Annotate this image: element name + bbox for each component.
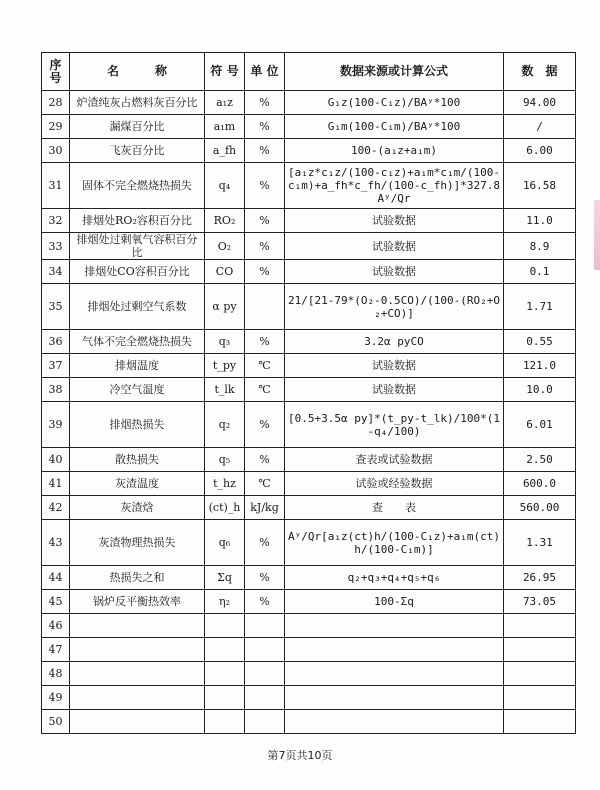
row-symbol: a₁z [205,91,245,115]
row-number: 38 [42,378,70,402]
row-source: G₁z(100-C₁z)/BAʸ*100 [285,91,504,115]
row-number: 32 [42,209,70,233]
row-source: 查 表 [285,496,504,520]
row-value: 94.00 [504,91,576,115]
row-unit [245,614,285,638]
table-row [42,662,576,686]
row-unit [245,710,285,734]
row-value: 11.0 [504,209,576,233]
row-unit: % [245,91,285,115]
row-unit: % [245,233,285,260]
table-row [42,520,576,566]
table-row [42,378,576,402]
row-symbol [205,710,245,734]
row-unit: ℃ [245,354,285,378]
row-source [285,638,504,662]
row-value: 10.0 [504,378,576,402]
row-name: 灰渣温度 [70,472,205,496]
row-name [70,710,205,734]
row-symbol: α py [205,284,245,330]
row-source: [a₁z*c₁z/(100-c₁z)+a₁m*c₁m/(100-c₁m)+a_fh*c_fh/(100-c_fh)]*327.8Aʸ/Qr [285,163,504,209]
row-symbol: Σq [205,566,245,590]
row-number: 48 [42,662,70,686]
row-unit: % [245,330,285,354]
row-source: 查表或试验数据 [285,448,504,472]
row-unit: % [245,139,285,163]
row-name [70,614,205,638]
table-row [42,233,576,260]
table-row [42,472,576,496]
row-name: 排烟热损失 [70,402,205,448]
table-row [42,590,576,614]
row-source: 试验数据 [285,209,504,233]
row-name: 排烟处RO₂容积百分比 [70,209,205,233]
row-unit [245,662,285,686]
row-name [70,662,205,686]
row-value [504,710,576,734]
header-value: 数 据 [504,53,576,91]
row-name: 锅炉反平衡热效率 [70,590,205,614]
row-number: 50 [42,710,70,734]
table-row [42,284,576,330]
row-source: [0.5+3.5α py]*(t_py-t_lk)/100*(1-q₄/100) [285,402,504,448]
row-number: 49 [42,686,70,710]
row-symbol: CO [205,260,245,284]
row-name: 漏煤百分比 [70,115,205,139]
row-unit: % [245,566,285,590]
row-symbol: q₆ [205,520,245,566]
row-value [504,686,576,710]
row-symbol: q₃ [205,330,245,354]
table-row [42,614,576,638]
table-row [42,496,576,520]
row-number: 43 [42,520,70,566]
table-row [42,402,576,448]
row-number: 42 [42,496,70,520]
row-source: 21/[21-79*(O₂-0.5CO)/(100-(RO₂+O₂+CO)] [285,284,504,330]
row-name: 气体不完全燃烧热损失 [70,330,205,354]
row-source: 试验数据 [285,378,504,402]
row-name: 冷空气温度 [70,378,205,402]
row-unit: % [245,520,285,566]
table-row [42,163,576,209]
row-source: Aʸ/Qr[a₁z(ct)h/(100-C₁z)+a₁m(ct)h/(100-C₁m)] [285,520,504,566]
row-number: 29 [42,115,70,139]
row-value: / [504,115,576,139]
row-value: 1.71 [504,284,576,330]
table-row [42,638,576,662]
header-unit: 单 位 [245,53,285,91]
table-row [42,209,576,233]
row-unit: kJ/kg [245,496,285,520]
row-symbol [205,686,245,710]
header-name: 名 称 [70,53,205,91]
row-source [285,710,504,734]
row-name: 排烟处CO容积百分比 [70,260,205,284]
row-symbol: RO₂ [205,209,245,233]
row-unit: % [245,115,285,139]
header-row [42,53,576,91]
row-unit [245,638,285,662]
row-unit: % [245,590,285,614]
table-row [42,330,576,354]
row-unit: % [245,402,285,448]
row-unit [245,284,285,330]
table-row [42,260,576,284]
row-value: 6.00 [504,139,576,163]
row-name: 炉渣纯灰占燃料灰百分比 [70,91,205,115]
row-symbol: t_hz [205,472,245,496]
row-name: 热损失之和 [70,566,205,590]
row-value [504,614,576,638]
row-symbol: a_fh [205,139,245,163]
row-source: 试验数据 [285,233,504,260]
row-value: 16.58 [504,163,576,209]
row-symbol: t_lk [205,378,245,402]
row-value: 1.31 [504,520,576,566]
row-name: 灰渣物理热损失 [70,520,205,566]
row-source: 3.2α pyCO [285,330,504,354]
row-number: 28 [42,91,70,115]
row-number: 44 [42,566,70,590]
row-symbol: t_py [205,354,245,378]
row-symbol: O₂ [205,233,245,260]
row-number: 41 [42,472,70,496]
row-number: 35 [42,284,70,330]
row-name: 散热损失 [70,448,205,472]
page-footer: 第7页共10页 [267,749,333,762]
row-symbol: a₁m [205,115,245,139]
row-value [504,638,576,662]
row-source: G₁m(100-C₁m)/BAʸ*100 [285,115,504,139]
row-value: 0.55 [504,330,576,354]
row-unit: % [245,209,285,233]
row-symbol: η₂ [205,590,245,614]
row-name [70,638,205,662]
row-number: 46 [42,614,70,638]
row-number: 33 [42,233,70,260]
row-symbol [205,638,245,662]
table-row [42,115,576,139]
row-unit: % [245,260,285,284]
row-source: 试验数据 [285,260,504,284]
row-source: 100-(a₁z+a₁m) [285,139,504,163]
header-source: 数据来源或计算公式 [285,53,504,91]
row-name: 灰渣焓 [70,496,205,520]
row-symbol: q₄ [205,163,245,209]
row-unit: ℃ [245,378,285,402]
row-symbol: q₂ [205,402,245,448]
row-symbol: (ct)_h [205,496,245,520]
row-source: q₂+q₃+q₄+q₅+q₆ [285,566,504,590]
table-row [42,710,576,734]
table-row [42,139,576,163]
row-source: 试验或经验数据 [285,472,504,496]
row-number: 45 [42,590,70,614]
row-source [285,662,504,686]
row-value: 0.1 [504,260,576,284]
row-value: 73.05 [504,590,576,614]
header-no: 序号 [42,53,70,91]
row-symbol [205,662,245,686]
row-value: 26.95 [504,566,576,590]
row-symbol [205,614,245,638]
row-name: 排烟处过剩空气系数 [70,284,205,330]
table-row [42,448,576,472]
row-source [285,686,504,710]
row-source: 100-Σq [285,590,504,614]
row-number: 31 [42,163,70,209]
row-number: 40 [42,448,70,472]
row-number: 30 [42,139,70,163]
row-number: 36 [42,330,70,354]
row-name: 固体不完全燃烧热损失 [70,163,205,209]
row-unit: % [245,163,285,209]
row-number: 37 [42,354,70,378]
table-row [42,566,576,590]
row-symbol: q₅ [205,448,245,472]
data-table [41,52,576,734]
row-source: 试验数据 [285,354,504,378]
row-value [504,662,576,686]
row-value: 560.00 [504,496,576,520]
row-value: 6.01 [504,402,576,448]
row-name [70,686,205,710]
seal-stamp-edge [594,200,600,270]
row-value: 121.0 [504,354,576,378]
row-name: 排烟处过剩氧气容积百分比 [70,233,205,260]
table-row [42,91,576,115]
row-name: 排烟温度 [70,354,205,378]
table-row [42,354,576,378]
row-unit: ℃ [245,472,285,496]
header-symbol: 符 号 [205,53,245,91]
row-name: 飞灰百分比 [70,139,205,163]
row-number: 39 [42,402,70,448]
row-value: 2.50 [504,448,576,472]
row-unit [245,686,285,710]
row-number: 47 [42,638,70,662]
row-value: 8.9 [504,233,576,260]
row-number: 34 [42,260,70,284]
row-value: 600.0 [504,472,576,496]
row-unit: % [245,448,285,472]
table-row [42,686,576,710]
row-source [285,614,504,638]
